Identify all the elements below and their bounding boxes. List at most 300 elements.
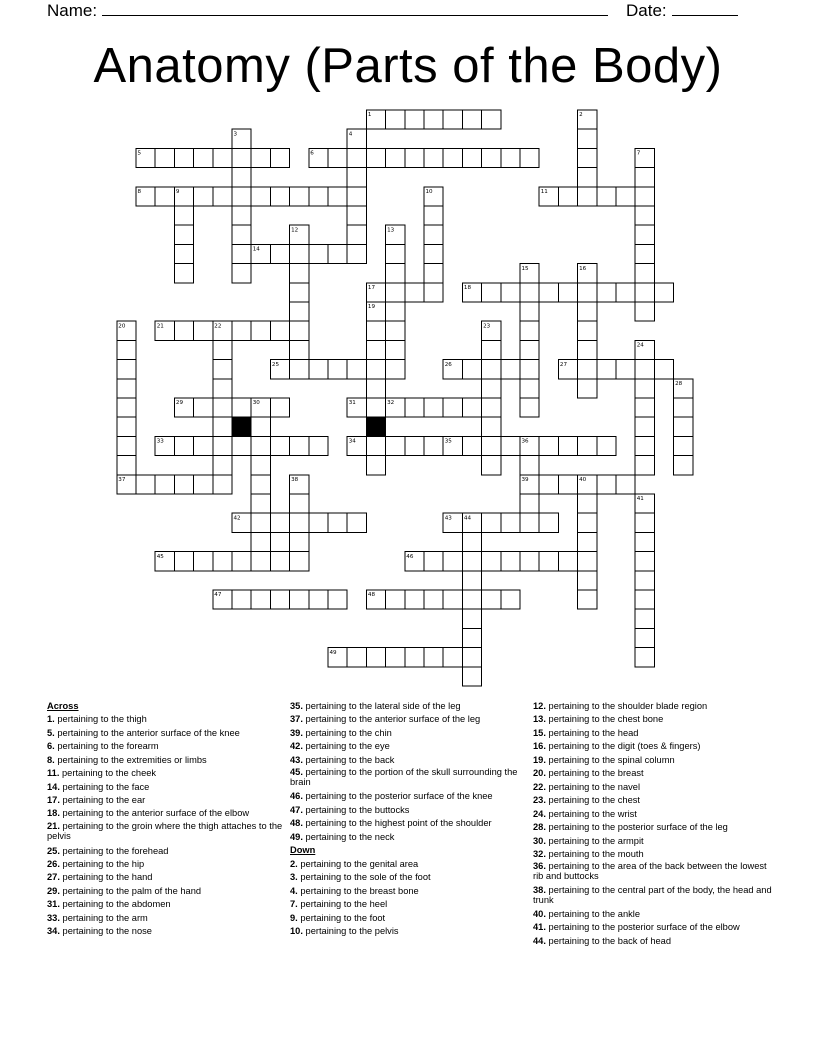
grid-cell[interactable] [462,609,481,628]
grid-cell[interactable] [597,436,616,455]
grid-cell[interactable] [635,628,654,647]
grid-cell[interactable] [290,244,309,263]
grid-cell[interactable] [347,244,366,263]
clue-item [533,848,773,861]
grid-cell[interactable] [309,590,328,609]
grid-cell[interactable] [366,398,385,417]
grid-cell[interactable] [309,436,328,455]
grid-cell[interactable] [290,360,309,379]
grid-cell[interactable] [539,552,558,571]
grid-cell[interactable] [251,417,270,436]
grid-cell[interactable] [347,148,366,167]
grid-cell[interactable] [347,187,366,206]
grid-cell[interactable] [194,475,213,494]
grid-cell[interactable] [213,417,232,436]
grid-cell[interactable] [194,148,213,167]
clue-item-text: pertaining to the foot [297,912,386,923]
grid-cell[interactable] [386,360,405,379]
grid-cell[interactable] [482,379,501,398]
grid-cell[interactable] [232,148,251,167]
grid-cell[interactable] [578,379,597,398]
grid-cell[interactable] [309,187,328,206]
grid-cell[interactable] [520,456,539,475]
grid-cell[interactable] [290,264,309,283]
clue-item [533,885,773,905]
grid-cell[interactable] [424,648,443,667]
grid-cell[interactable] [424,590,443,609]
grid-cell[interactable] [232,187,251,206]
grid-cell[interactable] [674,398,693,417]
grid-cell[interactable] [635,264,654,283]
grid-cell[interactable] [251,436,270,455]
grid-cell[interactable] [328,148,347,167]
grid-cell[interactable] [194,187,213,206]
grid-cell[interactable] [635,168,654,187]
grid-cell[interactable] [405,590,424,609]
grid-cell[interactable] [328,244,347,263]
grid-cell[interactable] [635,513,654,532]
grid-cell[interactable] [654,360,673,379]
grid-cell[interactable] [194,436,213,455]
grid-cell[interactable] [366,340,385,359]
grid-cell[interactable] [501,360,520,379]
clue-number: 22 [214,323,222,330]
grid-cell[interactable] [347,168,366,187]
grid-cell[interactable] [251,532,270,551]
grid-cell[interactable] [290,340,309,359]
grid-cell[interactable] [174,264,193,283]
grid-cell[interactable] [232,206,251,225]
grid-cell[interactable] [347,225,366,244]
grid-cell[interactable] [558,475,577,494]
grid-cell[interactable] [635,590,654,609]
grid-cell[interactable] [635,456,654,475]
grid-cell[interactable] [462,590,481,609]
grid-cell[interactable] [366,648,385,667]
grid-cell[interactable] [386,302,405,321]
grid-cell[interactable] [635,225,654,244]
grid-cell[interactable] [270,398,289,417]
grid-cell[interactable] [558,187,577,206]
grid-cell[interactable] [213,187,232,206]
grid-cell[interactable] [482,436,501,455]
grid-cell[interactable] [136,475,155,494]
grid-cell[interactable] [462,552,481,571]
grid-cell[interactable] [424,283,443,302]
grid-cell[interactable] [174,552,193,571]
clue-item [47,767,287,780]
grid-cell[interactable] [213,552,232,571]
grid-cell[interactable] [232,168,251,187]
grid-cell[interactable] [405,148,424,167]
grid-cell[interactable] [501,436,520,455]
grid-cell[interactable] [117,398,136,417]
grid-cell[interactable] [578,494,597,513]
grid-cell[interactable] [635,360,654,379]
clue-item-number: 37. [290,714,303,725]
grid-cell[interactable] [232,552,251,571]
grid-cell[interactable] [501,590,520,609]
grid-cell[interactable] [635,532,654,551]
grid-cell[interactable] [117,379,136,398]
grid-cell[interactable] [520,148,539,167]
grid-cell[interactable] [117,340,136,359]
grid-cell[interactable] [232,436,251,455]
grid-cell[interactable] [443,110,462,129]
grid-cell[interactable] [501,513,520,532]
grid-cell[interactable] [366,456,385,475]
clue-item [533,781,773,794]
grid-cell[interactable] [251,513,270,532]
grid-cell[interactable] [386,264,405,283]
grid-cell[interactable] [501,148,520,167]
grid-cell[interactable] [578,148,597,167]
grid-cell[interactable] [174,148,193,167]
grid-cell[interactable] [309,244,328,263]
grid-cell[interactable] [482,110,501,129]
grid-cell[interactable] [482,398,501,417]
clue-number: 17 [367,285,376,291]
grid-cell[interactable] [597,187,616,206]
grid-cell[interactable] [635,244,654,263]
grid-cell[interactable] [251,321,270,340]
clue-item-text: pertaining to the face [59,781,150,792]
grid-cell[interactable] [251,552,270,571]
clue-item-text: pertaining to the eye [302,741,390,752]
clue-item-text: pertaining to the highest point of the shoulder [302,817,492,828]
grid-cell[interactable] [635,187,654,206]
grid-cell[interactable] [155,475,174,494]
grid-cell[interactable] [386,244,405,263]
grid-cell[interactable] [386,321,405,340]
grid-cell[interactable] [290,513,309,532]
grid-cell[interactable] [386,110,405,129]
grid-cell[interactable] [386,148,405,167]
grid-cell[interactable] [270,148,289,167]
grid-cell[interactable] [405,283,424,302]
grid-cell[interactable] [520,552,539,571]
clue-item-number: 49. [290,832,303,843]
grid-cell[interactable] [328,513,347,532]
grid-cell[interactable] [424,264,443,283]
grid-cell[interactable] [578,590,597,609]
grid-cell[interactable] [462,110,481,129]
grid-cell[interactable] [366,379,385,398]
grid-cell[interactable] [290,187,309,206]
grid-cell[interactable] [635,398,654,417]
grid-cell[interactable] [366,436,385,455]
grid-cell[interactable] [462,436,481,455]
grid-cell[interactable] [174,206,193,225]
grid-cell[interactable] [482,417,501,436]
grid-cell[interactable] [558,283,577,302]
grid-cell[interactable] [270,552,289,571]
grid-cell[interactable] [462,148,481,167]
page-title: Anatomy (Parts of the Body) [93,39,723,93]
grid-cell[interactable] [520,283,539,302]
grid-cell[interactable] [520,379,539,398]
clue-number: 39 [521,477,529,483]
grid-cell[interactable] [347,206,366,225]
grid-cell[interactable] [482,456,501,475]
grid-cell[interactable] [635,552,654,571]
grid-cell[interactable] [366,148,385,167]
clue-number: 13 [387,227,395,234]
grid-cell[interactable] [462,571,481,590]
grid-cell[interactable] [194,321,213,340]
grid-cell[interactable] [251,494,270,513]
grid-cell[interactable] [578,302,597,321]
grid-cell[interactable] [578,436,597,455]
grid-cell[interactable] [578,552,597,571]
clue-number: 40 [579,477,587,483]
clue-item-text: pertaining to the wrist [545,808,637,819]
grid-cell[interactable] [597,360,616,379]
grid-cell[interactable] [578,532,597,551]
clue-number: 26 [444,361,452,368]
clue-item-number: 15. [533,727,546,738]
grid-cell[interactable] [290,321,309,340]
grid-cell[interactable] [155,187,174,206]
grid-cell[interactable] [482,148,501,167]
grid-cell[interactable] [443,398,462,417]
grid-cell[interactable] [520,494,539,513]
grid-cell[interactable] [501,283,520,302]
grid-cell[interactable] [635,571,654,590]
grid-cell[interactable] [424,552,443,571]
grid-cell[interactable] [520,398,539,417]
grid-cell[interactable] [501,552,520,571]
grid-cell[interactable] [462,667,481,686]
grid-cell[interactable] [213,398,232,417]
grid-cell[interactable] [462,532,481,551]
grid-cell[interactable] [117,417,136,436]
clue-item-number: 24. [533,808,546,819]
grid-cell[interactable] [347,648,366,667]
grid-cell[interactable] [405,110,424,129]
grid-cell[interactable] [520,340,539,359]
grid-cell[interactable] [213,475,232,494]
clue-item-number: 21. [47,821,60,832]
grid-cell[interactable] [251,456,270,475]
grid-cell[interactable] [578,168,597,187]
grid-cell[interactable] [251,475,270,494]
grid-cell[interactable] [213,436,232,455]
grid-cell[interactable] [155,148,174,167]
grid-cell[interactable] [578,571,597,590]
grid-cell[interactable] [482,590,501,609]
clue-item-number: 23. [533,795,546,806]
grid-cell[interactable] [232,244,251,263]
grid-cell[interactable] [539,475,558,494]
grid-cell[interactable] [539,283,558,302]
grid-cell[interactable] [578,129,597,148]
grid-cell[interactable] [386,340,405,359]
clue-item [533,861,773,881]
grid-cell[interactable] [213,148,232,167]
grid-cell[interactable] [635,436,654,455]
grid-cell[interactable] [635,648,654,667]
grid-cell[interactable] [309,513,328,532]
clue-number: 30 [252,400,260,407]
grid-cell[interactable] [386,283,405,302]
grid-cell[interactable] [290,283,309,302]
grid-cell[interactable] [597,283,616,302]
grid-cell[interactable] [578,340,597,359]
grid-cell[interactable] [270,436,289,455]
grid-cell[interactable] [635,206,654,225]
grid-cell[interactable] [232,321,251,340]
grid-cell[interactable] [386,590,405,609]
clue-number: 33 [156,438,164,445]
grid-cell[interactable] [462,360,481,379]
grid-cell[interactable] [482,552,501,571]
clue-number: 45 [156,553,164,560]
grid-cell[interactable] [117,436,136,455]
grid-cell[interactable] [366,360,385,379]
grid-cell[interactable] [578,513,597,532]
grid-cell[interactable] [328,590,347,609]
clue-number: 20 [118,323,126,330]
grid-cell[interactable] [674,436,693,455]
grid-cell[interactable] [424,148,443,167]
grid-cell[interactable] [366,321,385,340]
grid-cell[interactable] [424,244,443,263]
grid-cell[interactable] [386,436,405,455]
grid-cell[interactable] [290,552,309,571]
grid-cell[interactable] [174,244,193,263]
grid-cell[interactable] [635,283,654,302]
grid-cell[interactable] [405,436,424,455]
grid-cell[interactable] [117,360,136,379]
grid-cell[interactable] [328,187,347,206]
grid-cell[interactable] [616,475,635,494]
clue-item [47,727,287,740]
grid-cell[interactable] [443,148,462,167]
grid-cell[interactable] [424,225,443,244]
grid-cell[interactable] [674,456,693,475]
grid-cell[interactable] [290,532,309,551]
grid-cell[interactable] [174,475,193,494]
grid-cell[interactable] [194,398,213,417]
grid-cell[interactable] [539,436,558,455]
grid-cell[interactable] [520,513,539,532]
grid-cell[interactable] [270,244,289,263]
grid-cell[interactable] [578,283,597,302]
grid-cell[interactable] [443,590,462,609]
grid-cell[interactable] [635,302,654,321]
grid-cell[interactable] [405,398,424,417]
grid-cell[interactable] [520,321,539,340]
grid-cell[interactable] [482,513,501,532]
grid-cell[interactable] [309,360,328,379]
grid-cell[interactable] [520,302,539,321]
grid-cell[interactable] [290,436,309,455]
grid-cell[interactable] [290,302,309,321]
grid-cell[interactable] [174,225,193,244]
grid-cell[interactable] [674,417,693,436]
grid-cell[interactable] [213,360,232,379]
grid-cell[interactable] [174,436,193,455]
clue-number: 24 [636,342,644,349]
grid-cell[interactable] [578,360,597,379]
clue-item [47,713,287,726]
clue-number: 32 [387,400,395,407]
grid-cell[interactable] [232,225,251,244]
grid-cell[interactable] [251,590,270,609]
grid-cell[interactable] [462,628,481,647]
grid-cell[interactable] [635,609,654,628]
grid-cell[interactable] [251,148,270,167]
grid-cell[interactable] [424,436,443,455]
grid-cell[interactable] [405,648,424,667]
clue-item-text: pertaining to the forehead [59,845,169,856]
grid-cell[interactable] [290,494,309,513]
grid-cell[interactable] [443,648,462,667]
grid-cell[interactable] [635,417,654,436]
grid-cell[interactable] [616,360,635,379]
grid-cell[interactable] [616,283,635,302]
grid-cell[interactable] [270,321,289,340]
clue-item-number: 30. [533,835,546,846]
clue-number: 23 [483,323,491,330]
grid-cell[interactable] [482,283,501,302]
grid-cell[interactable] [232,398,251,417]
grid-cell[interactable] [347,513,366,532]
grid-cell[interactable] [597,475,616,494]
clue-item [290,858,522,871]
grid-cell[interactable] [213,379,232,398]
grid-cell[interactable] [213,456,232,475]
grid-cell[interactable] [558,552,577,571]
grid-cell[interactable] [462,648,481,667]
grid-cell[interactable] [520,360,539,379]
grid-cell[interactable] [616,187,635,206]
grid-cell[interactable] [635,379,654,398]
grid-cell[interactable] [462,398,481,417]
grid-cell[interactable] [386,648,405,667]
grid-cell[interactable] [482,340,501,359]
clue-item-number: 16. [533,741,546,752]
grid-cell[interactable] [270,187,289,206]
grid-cell[interactable] [539,513,558,532]
clue-number: 49 [329,649,337,656]
clue-number: 9 [175,189,180,195]
grid-cell[interactable] [424,398,443,417]
grid-cell[interactable] [654,283,673,302]
grid-cell[interactable] [578,187,597,206]
grid-cell[interactable] [424,110,443,129]
grid-cell[interactable] [174,321,193,340]
grid-cell[interactable] [482,360,501,379]
grid-cell[interactable] [232,590,251,609]
grid-cell[interactable] [270,590,289,609]
grid-cell[interactable] [578,321,597,340]
clue-item [533,908,773,921]
grid-cell[interactable] [117,456,136,475]
grid-cell[interactable] [232,264,251,283]
grid-cell[interactable] [194,552,213,571]
grid-cell[interactable] [443,552,462,571]
grid-cell[interactable] [424,206,443,225]
grid-cell[interactable] [328,360,347,379]
grid-cell[interactable] [270,513,289,532]
grid-cell[interactable] [251,187,270,206]
grid-cell[interactable] [290,590,309,609]
grid-cell[interactable] [213,340,232,359]
grid-cell[interactable] [558,436,577,455]
grid-cell[interactable] [347,360,366,379]
